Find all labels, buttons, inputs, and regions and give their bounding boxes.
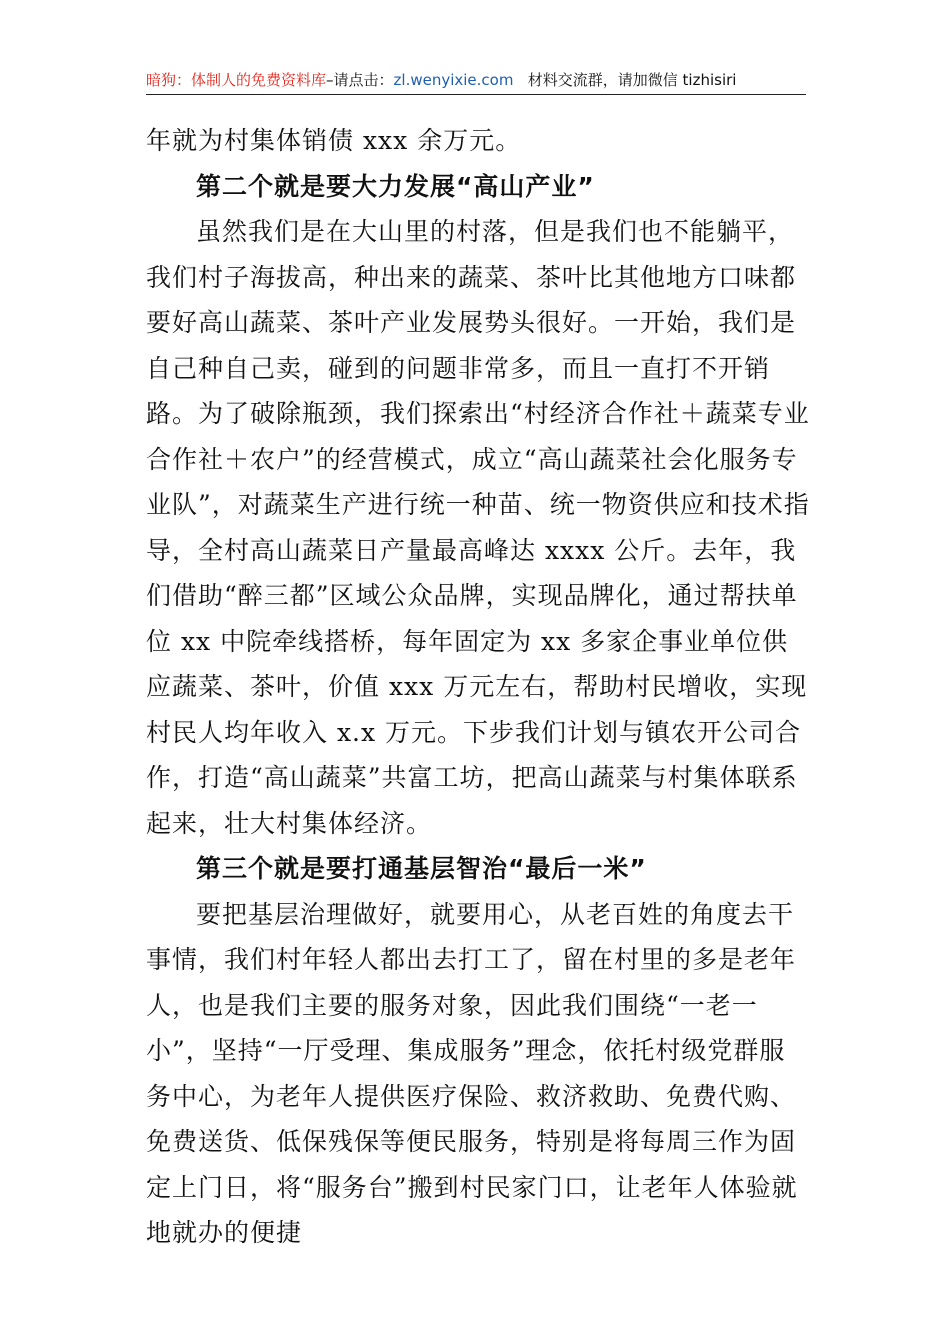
paragraph-grassroots-governance: 要把基层治理做好，就要用心，从老百姓的角度去干事情，我们村年轻人都出去打工了，留在村里的多是老年人，也是我们主要的服务对象，因此我们围绕“一老一小”，坚持“一厅受理、集成服务”理念，依托村级党群服务中心，为老年人提供医疗保险、救济救助、免费代购、免费送货、低保残保等便民服务，特别是将每周三作为固定上门日，将“服务台”搬到村民家门口，让老年人体验就地就办的便捷 xyxy=(146,899,798,1247)
paragraph-highland-industry: 虽然我们是在大山里的村落，但是我们也不能躺平，我们村子海拔高，种出来的蔬菜、茶叶比其他地方口味都要好高山蔬菜、茶叶产业发展势头很好。一开始，我们是自己种自己卖，碰到的问题非常多，而且一直打不开销路。为了破除瓶颈，我们探索出“村经济合作社＋蔬菜专业合作社＋农户”的经营模式，成立“高山蔬菜社会化服务专业队”，对蔬菜生产进行统一种苗、统一物资供应和技术指导，全村高山蔬菜日产量最高峰达 xxxx 公斤。去年，我们借助“醉三都”区域公众品牌，实现品牌化，通过帮扶单位 xx 中院牵线搭桥，每年固定为 xx 多家企事业单位供应蔬菜、茶叶，价值 xxx 万元左右，帮助村民增收，实现村民人均年收入 x.x 万元。下步我们计划与镇农开公司合作，打造“高山蔬菜”共富工坊，把高山蔬菜与村集体联系起来，壮大村集体经济。 xyxy=(146,217,810,838)
header-contact: 材料交流群，请加微信 tizhisiri xyxy=(527,71,737,89)
header-click-prompt: –请点击： xyxy=(326,71,394,89)
section-heading-2: 第二个就是要大力发展“高山产业” xyxy=(196,171,595,201)
page-header xyxy=(146,66,806,95)
document-body xyxy=(146,118,810,1256)
section-heading-3: 第三个就是要打通基层智治“最后一米” xyxy=(196,854,647,883)
header-site-label: 暗狗：体制人的免费资料库 xyxy=(146,71,327,89)
header-link[interactable]: zl.wenyixie.com xyxy=(393,71,514,89)
paragraph-continuation: 年就为村集体销债 xxx 余万元。 xyxy=(146,126,522,155)
